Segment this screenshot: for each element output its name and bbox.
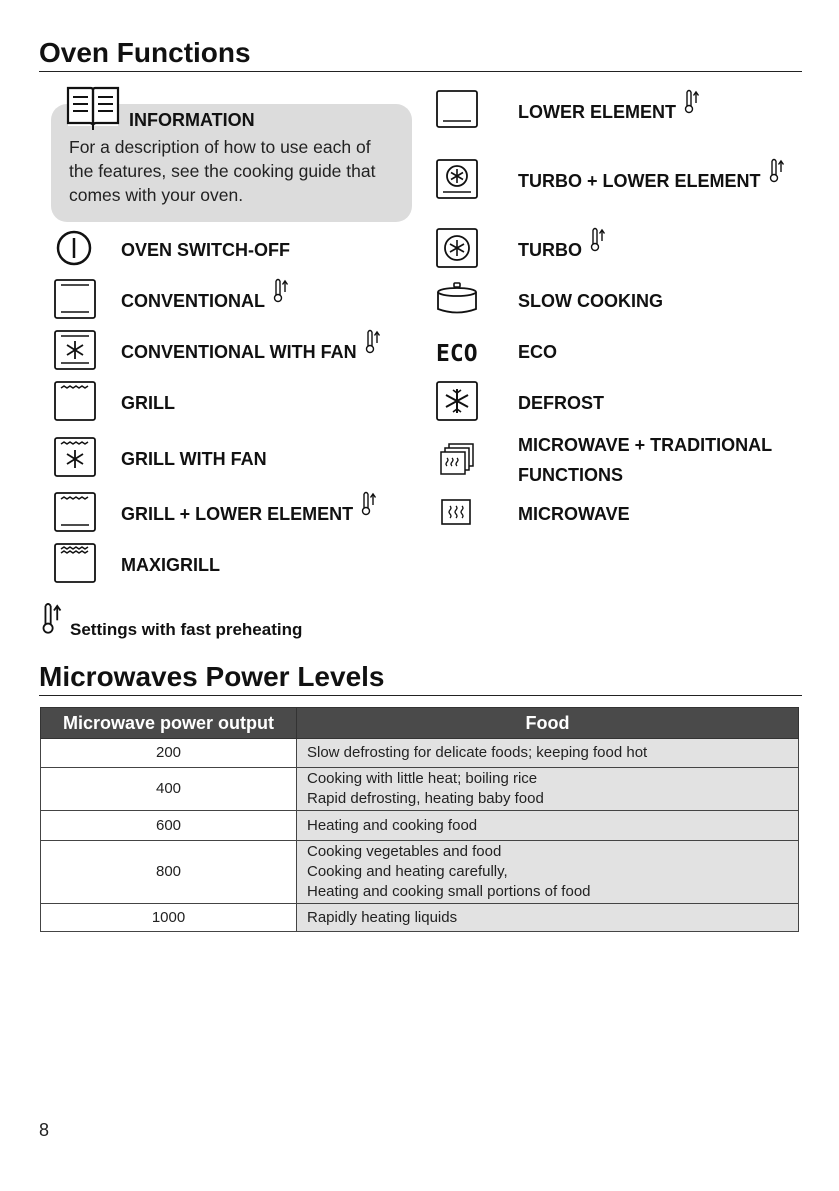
power-cell: 400 (41, 768, 297, 811)
food-line: Cooking and heating carefully, (307, 863, 508, 880)
food-line: Heating and cooking food (307, 816, 478, 834)
column-header: Food (297, 708, 799, 739)
table-header-row (41, 708, 799, 739)
table-row (41, 841, 799, 904)
turbo-lower-element-icon (436, 159, 480, 203)
food-cell (297, 739, 799, 768)
food-line: Rapid defrosting, heating baby food (307, 790, 544, 807)
food-cell (297, 768, 799, 811)
function-label: CONVENTIONAL (121, 279, 289, 323)
function-label: TURBO + LOWER ELEMENT (518, 159, 785, 203)
legend-text: Settings with fast preheating (70, 620, 303, 639)
function-label: GRILL (121, 392, 175, 413)
power-cell: 600 (41, 811, 297, 841)
function-label: OVEN SWITCH-OFF (121, 239, 290, 260)
food-line: Heating and cooking small portions of food (307, 883, 591, 900)
food-line: Rapidly heating liquids (307, 908, 458, 926)
fast-preheat-icon (361, 491, 377, 517)
page-number: 8 (39, 1120, 50, 1140)
conventional-fan-icon (54, 330, 98, 374)
section-title: Microwaves Power Levels (39, 661, 802, 696)
function-label: CONVENTIONAL WITH FAN (121, 330, 381, 374)
eco-icon (436, 330, 480, 374)
lower-element-icon (436, 90, 480, 134)
information-title: INFORMATION (129, 110, 255, 130)
power-cell: 800 (41, 841, 297, 904)
microwave-traditional-icon (436, 441, 480, 485)
fast-preheat-icon (769, 158, 785, 184)
function-label: LOWER ELEMENT (518, 90, 700, 134)
function-label: GRILL WITH FAN (121, 448, 267, 469)
function-label: ECO (518, 341, 558, 362)
turbo-icon (436, 228, 480, 272)
fast-preheat-icon (590, 227, 606, 253)
slow-cooking-icon (436, 279, 480, 323)
svg-text:ECO: ECO (436, 341, 478, 367)
grill-lower-element-icon (54, 492, 98, 536)
fast-preheat-icon (365, 329, 381, 355)
function-label: MICROWAVE (518, 503, 630, 524)
food-line: Cooking with little heat; boiling rice (307, 770, 538, 787)
function-label: TURBO (518, 228, 606, 272)
power-cell: 1000 (41, 904, 297, 932)
defrost-icon (436, 381, 480, 425)
table-row (41, 739, 799, 768)
food-line: Slow defrosting for delicate foods; keeping food hot (307, 744, 648, 761)
food-cell (297, 841, 799, 904)
food-cell (297, 904, 799, 932)
page-title: Oven Functions (39, 37, 802, 72)
food-cell (297, 811, 799, 841)
grill-icon (54, 381, 98, 425)
function-label: DEFROST (518, 392, 605, 413)
food-line: Cooking vegetables and food (307, 843, 502, 860)
fast-preheat-icon (39, 602, 65, 636)
table-row (41, 904, 799, 932)
column-header: Microwave power output (41, 708, 297, 739)
maxigrill-icon (54, 543, 98, 587)
microwave-icon (436, 492, 480, 536)
function-label: MICROWAVE + TRADITIONAL FUNCTIONS (518, 435, 772, 485)
fast-preheat-icon (273, 278, 289, 304)
table-row (41, 811, 799, 841)
power-cell: 200 (41, 739, 297, 768)
conventional-icon (54, 279, 98, 323)
function-label: GRILL + LOWER ELEMENT (121, 492, 377, 536)
table-row (41, 768, 799, 811)
function-label: MAXIGRILL (121, 554, 220, 575)
book-icon (64, 85, 122, 131)
power-icon (54, 228, 98, 272)
function-label: SLOW COOKING (518, 290, 663, 311)
fast-preheat-icon (684, 89, 700, 115)
information-text: For a description of how to use each of the features, see the cooking guide that comes with your oven. (69, 137, 376, 205)
grill-fan-icon (54, 437, 98, 481)
power-levels-table (40, 707, 799, 932)
